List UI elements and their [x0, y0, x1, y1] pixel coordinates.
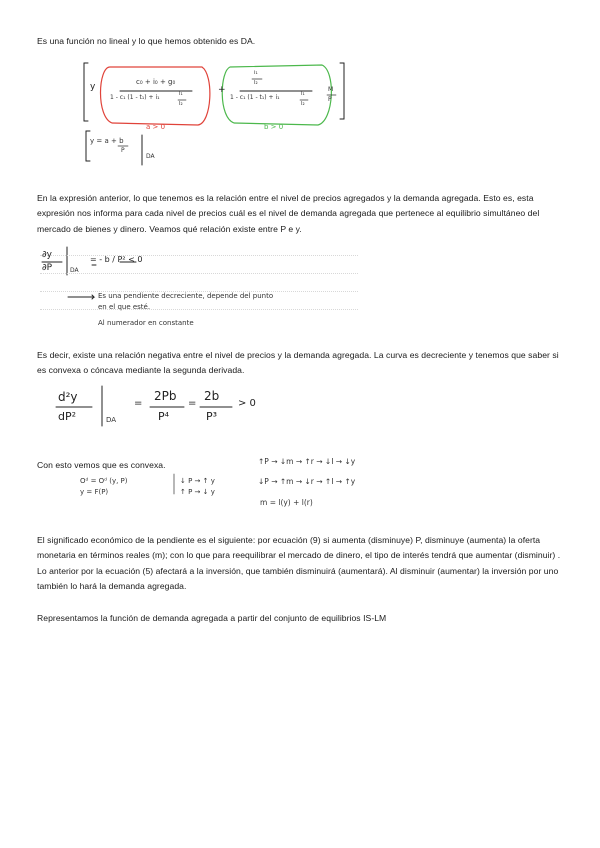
eq1-red-denominator: 1 - c₁ (1 - t₁) + i₁ — [110, 94, 160, 101]
second-derivative-eq2: = — [188, 398, 197, 409]
notes-right-1: ↑P → ↓m → ↑r → ↓I → ↓y — [258, 457, 356, 466]
notes-right-3: m = l(y) + l(r) — [260, 498, 313, 507]
second-derivative-rhs-tail: > 0 — [238, 398, 256, 409]
notes-left-1: Oᵈ = Oᵈ (y, P) — [80, 477, 128, 485]
second-derivative-rhs-den: P³ — [206, 410, 218, 423]
first-derivative-note-3: Al numerador en constante — [98, 319, 194, 327]
handwritten-second-derivative — [50, 384, 280, 432]
second-derivative-rhs-num: 2b — [204, 389, 220, 403]
eq1-green-denominator: 1 - c₁ (1 - t₁) + i₁ — [230, 94, 280, 101]
represent-text: Representamos la función de demanda agregada a partir del conjunto de equilibrios IS-LM — [37, 613, 387, 623]
relation-text: En la expresión anterior, lo que tenemos es la relación entre el nivel de precios agregados y la demanda agregada. Esto es, esta expresión nos informa para cada nivel de precios cuál es el nivel de demanda agregada que pertenece al equilibrio simultáneo del mercado de bienes y dinero. Veamos qué relación existe entre P e y. — [37, 193, 540, 234]
first-derivative-dotted-line-4 — [40, 309, 358, 310]
first-derivative-note-1: Es una pendiente decreciente, depende del punto — [98, 292, 274, 300]
eq1-plus: + — [218, 85, 226, 95]
convex-text: Con esto vemos que es convexa. — [37, 460, 166, 470]
notes-mid-1: ↓ P → ↑ y — [180, 477, 215, 485]
second-derivative-mid-num: 2Pb — [154, 389, 177, 403]
eq1-y-label: y — [90, 82, 96, 92]
eq1-p-label: P — [328, 96, 332, 103]
second-derivative-lhs-num: d²y — [58, 390, 78, 404]
first-derivative-note-2: en el que esté. — [98, 303, 151, 311]
eq1-red-numerator: c₀ + i₀ + g₀ — [136, 78, 176, 86]
eq1-red-note: a > 0 — [146, 123, 166, 131]
eq1-red-frac-den: l₂ — [179, 101, 183, 107]
second-derivative-sub: DA — [106, 416, 117, 424]
eq1-green-num-num: i₁ — [254, 70, 258, 76]
handwritten-da-equation — [80, 57, 350, 167]
economic-meaning-text: El significado económico de la pendiente es el siguiente: por ecuación (9) si aumenta (disminuye) P, disminuye (aumenta) la oferta monetaria en términos reales (m); con lo que para reequilibrar el mercado de dinero, el tipo de interés tendrá que aumentar (disminuir) . Lo anterior por la ecuación (5) afectará a la inversión, que también disminuirá (aumentará). Al disminuir (aumentar) la inversión por uno también lo hará la demanda agregada. — [37, 535, 561, 592]
first-derivative-dotted-line-1 — [40, 255, 358, 256]
second-derivative-eq1: = — [134, 398, 143, 409]
eq1-red-frac-num: l₁ — [179, 91, 183, 97]
eq1-da-line: y = a + b — [90, 137, 124, 145]
second-derivative-mid-den: P⁴ — [158, 410, 170, 423]
first-derivative-dotted-line-2 — [40, 273, 358, 274]
second-derivative-lhs-den: dP² — [58, 410, 77, 423]
eq1-green-frac-num: l₁ — [301, 91, 305, 97]
eq1-green-note: b > 0 — [264, 123, 284, 131]
eq1-m-label: M — [328, 86, 334, 93]
eq1-green-frac-den: l₂ — [301, 101, 305, 107]
first-derivative-sub: DA — [70, 267, 79, 274]
first-derivative-svg — [40, 245, 360, 335]
notes-right-2: ↓P → ↑m → ↓r → ↑I → ↑y — [258, 477, 356, 486]
eq1-green-num-den: l₂ — [254, 80, 258, 86]
first-derivative-lhs-num: ∂y — [42, 250, 52, 260]
decreasing-text: Es decir, existe una relación negativa entre el nivel de precios y la demanda agregada. La curva es decreciente y tenemos que saber si es convexa o cóncava mediante la segunda derivada. — [37, 350, 559, 376]
intro-text: Es una función no lineal y lo que hemos obtenido es DA. — [37, 36, 256, 46]
notes-left-2: y = F(P) — [80, 488, 109, 496]
notes-mid-2: ↑ P → ↓ y — [180, 488, 215, 496]
handwritten-first-derivative — [40, 245, 360, 335]
handwritten-convexity-notes — [80, 452, 410, 522]
convexity-notes-svg — [80, 452, 410, 522]
eq1-da-den: P — [121, 147, 125, 154]
first-derivative-lhs-den: ∂P — [42, 263, 53, 273]
eq1-da-sub: DA — [146, 153, 155, 160]
first-derivative-rhs: = - b / P² < 0 — [90, 255, 143, 264]
